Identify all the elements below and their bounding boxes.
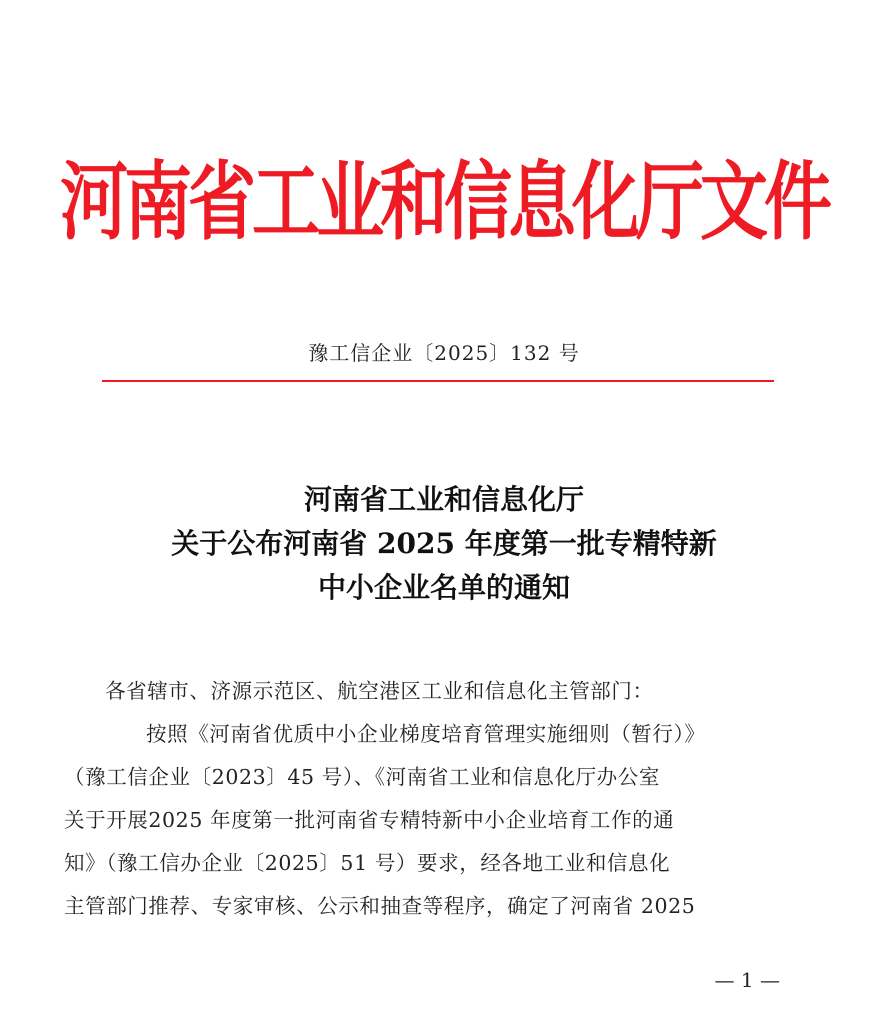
title-line: 中小企业名单的通知 [317, 571, 570, 604]
document-title [0, 478, 888, 610]
paragraph-line: 按照《河南省优质中小企业梯度培育管理实施细则（暂行）》 [146, 722, 706, 746]
red-divider-line [102, 380, 774, 382]
body-paragraph [64, 713, 785, 928]
document-number: 豫工信企业〔2025〕132 号 [308, 341, 580, 365]
document-body [64, 670, 785, 928]
salutation: 各省辖市、济源示范区、航空港区工业和信息化主管部门： [105, 679, 654, 703]
title-line: 河南省工业和信息化厅 [303, 483, 584, 516]
document-masthead: 河南省工业和信息化厅文件 [60, 153, 829, 252]
paragraph-line: 关于开展2025 年度第一批河南省专精特新中小企业培育工作的通 [64, 808, 675, 832]
paragraph-line: （豫工信企业〔2023〕45 号）、《河南省工业和信息化厅办公室 [64, 765, 660, 789]
paragraph-line: 主管部门推荐、专家审核、公示和抽查等程序，确定了河南省 2025 [64, 894, 696, 918]
title-line: 关于公布河南省 2025 年度第一批专精特新 [171, 527, 717, 560]
paragraph-line: 知》（豫工信办企业〔2025〕51 号）要求，经各地工业和信息化 [64, 851, 671, 875]
page-number: — 1 — [714, 968, 780, 992]
